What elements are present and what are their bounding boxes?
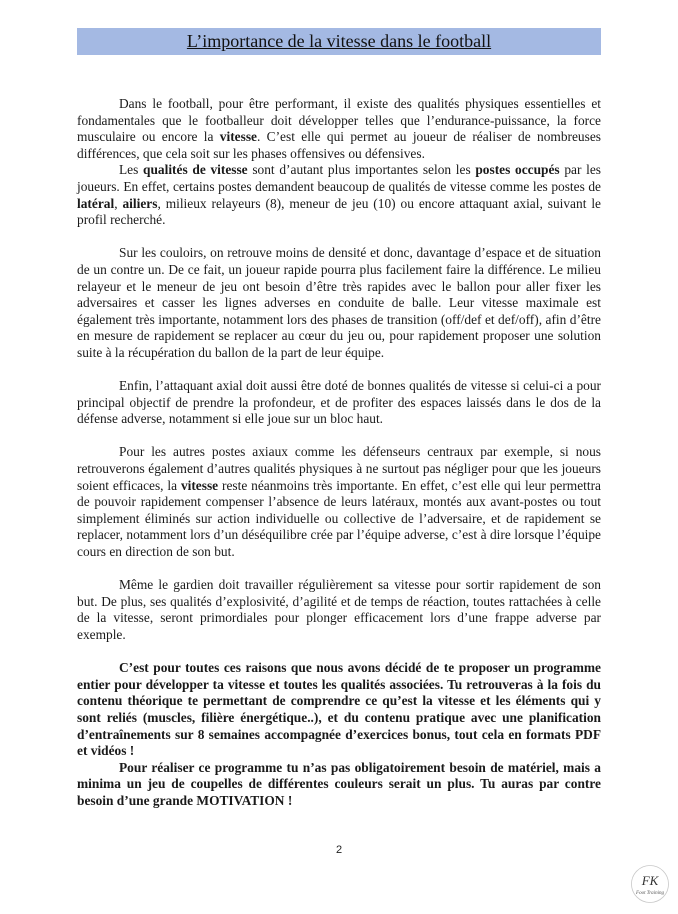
paragraph-attaquant [77, 378, 601, 428]
text-run: Dans le football, pour être performant, il existe des qualités physiques essentielles et fondamentales que le footballeur doit développer telles que l’endurance-puissance, la force musculaire ou encore la [77, 96, 601, 145]
page-title: L’importance de la vitesse dans le football [186, 31, 492, 51]
bold-text-run: qualités de vitesse [143, 162, 248, 178]
paragraph-intro [77, 96, 601, 162]
text-run: Enfin, l’attaquant axial doit aussi être doté de bonnes qualités de vitesse si celui-ci a pour principal objectif de prendre la profondeur, et de profiter des espaces laissés dans le dos de la défense adverse, notamment si elle joue sur un bloc haut. [77, 378, 601, 427]
paragraph-couloirs [77, 245, 601, 361]
bold-text-run: postes occupés [475, 162, 560, 178]
text-run: . C’est elle qui permet au joueur de réaliser de nombreuses différences, que cela soit sur les phases offensives ou défensives. [77, 129, 601, 161]
text-run: reste néanmoins très importante. En effet, c’est elle qui leur permettra de pouvoir rapidement compenser l’absence de leurs latéraux, montés aux avant-postes ou tout simplement éliminés sur action individuelle ou collective de l’adversaire, et de rapidement se replacer, notamment lors d’un déséquilibre crée par l’équipe adverse, c’est à dire lorsque l’équipe cours en direction de son but. [77, 477, 601, 560]
paragraph-materiel: Pour réaliser ce programme tu n’as pas obligatoirement besoin de matériel, mais a minima un jeu de coupelles de différentes couleurs serait un plus. Tu auras par contre besoin d’une grande MOTIVATION ! [77, 759, 601, 808]
text-run: Les [119, 162, 144, 178]
foot-training-logo-icon [630, 864, 670, 904]
text-run: par les joueurs. En effet, certains postes demandent beaucoup de qualités de vitesse comme les postes de [77, 162, 602, 194]
text-run: Sur les couloirs, on retrouve moins de densité et donc, davantage d’espace et de situation de un contre un. De ce fait, un joueur rapide pourra plus facilement faire la différence. Le milieu relayeur et le meneur de jeu ont besoin d’être très rapides avec le ballon pour aller fixer les adversaires et casser les lignes adverses en conduite de balle. Leur vitesse maximale est également très importante, notamment lors des phases de transition (off/def et def/off), afin d’être en mesure de rapidement se replacer au cœur du jeu ou, pour rapidement proposer une solution suite à la récupération du ballon de la part de leur équipe. [77, 245, 601, 360]
logo-text: Foot Training [636, 891, 664, 896]
bold-text-run: latéral [77, 195, 115, 211]
text-run: Même le gardien doit travailler régulièrement sa vitesse pour sortir rapidement de son but. De plus, ses qualités d’explosivité, d’agilité et de temps de réaction, toutes rattachées à celle de la vitesse, seront primordiales pour plonger efficacement lors d’une frappe adverse par exemple. [77, 577, 601, 642]
title-banner [77, 28, 601, 55]
bold-text-run: vitesse [219, 129, 257, 145]
bold-text-run: ailiers [122, 195, 158, 211]
paragraph-postes [77, 162, 601, 228]
paragraph-programme: C’est pour toutes ces raisons que nous avons décidé de te proposer un programme entier pour développer ta vitesse et toutes les qualités associées. Tu retrouveras à la fois du contenu théorique te permettant de comprendre ce qu’est la vitesse et les éléments qui y sont reliés (muscles, filière énergétique..), et du contenu pratique avec une planification d’entraînements sur 8 semaines accompagnée d’exercices bonus, tout cela en formats PDF et vidéos ! [77, 660, 601, 759]
logo-monogram: FK [641, 873, 659, 888]
paragraph-axiaux [77, 444, 601, 560]
text-run: Pour les autres postes axiaux comme les défenseurs centraux par exemple, si nous retrouverons également d’autres qualités physiques à ne surtout pas négliger pour que les joueurs soient efficaces, la [77, 444, 601, 493]
paragraph-gardien [77, 577, 601, 643]
text-run: , milieux relayeurs (8), meneur de jeu (10) ou encore attaquant axial, suivant le profil recherché. [77, 195, 601, 228]
text-run: , [114, 195, 123, 211]
document-body [77, 96, 601, 810]
text-run: sont d’autant plus importantes selon les [247, 162, 476, 178]
bold-text-run: vitesse [180, 477, 219, 493]
page-number: 2 [335, 844, 343, 856]
